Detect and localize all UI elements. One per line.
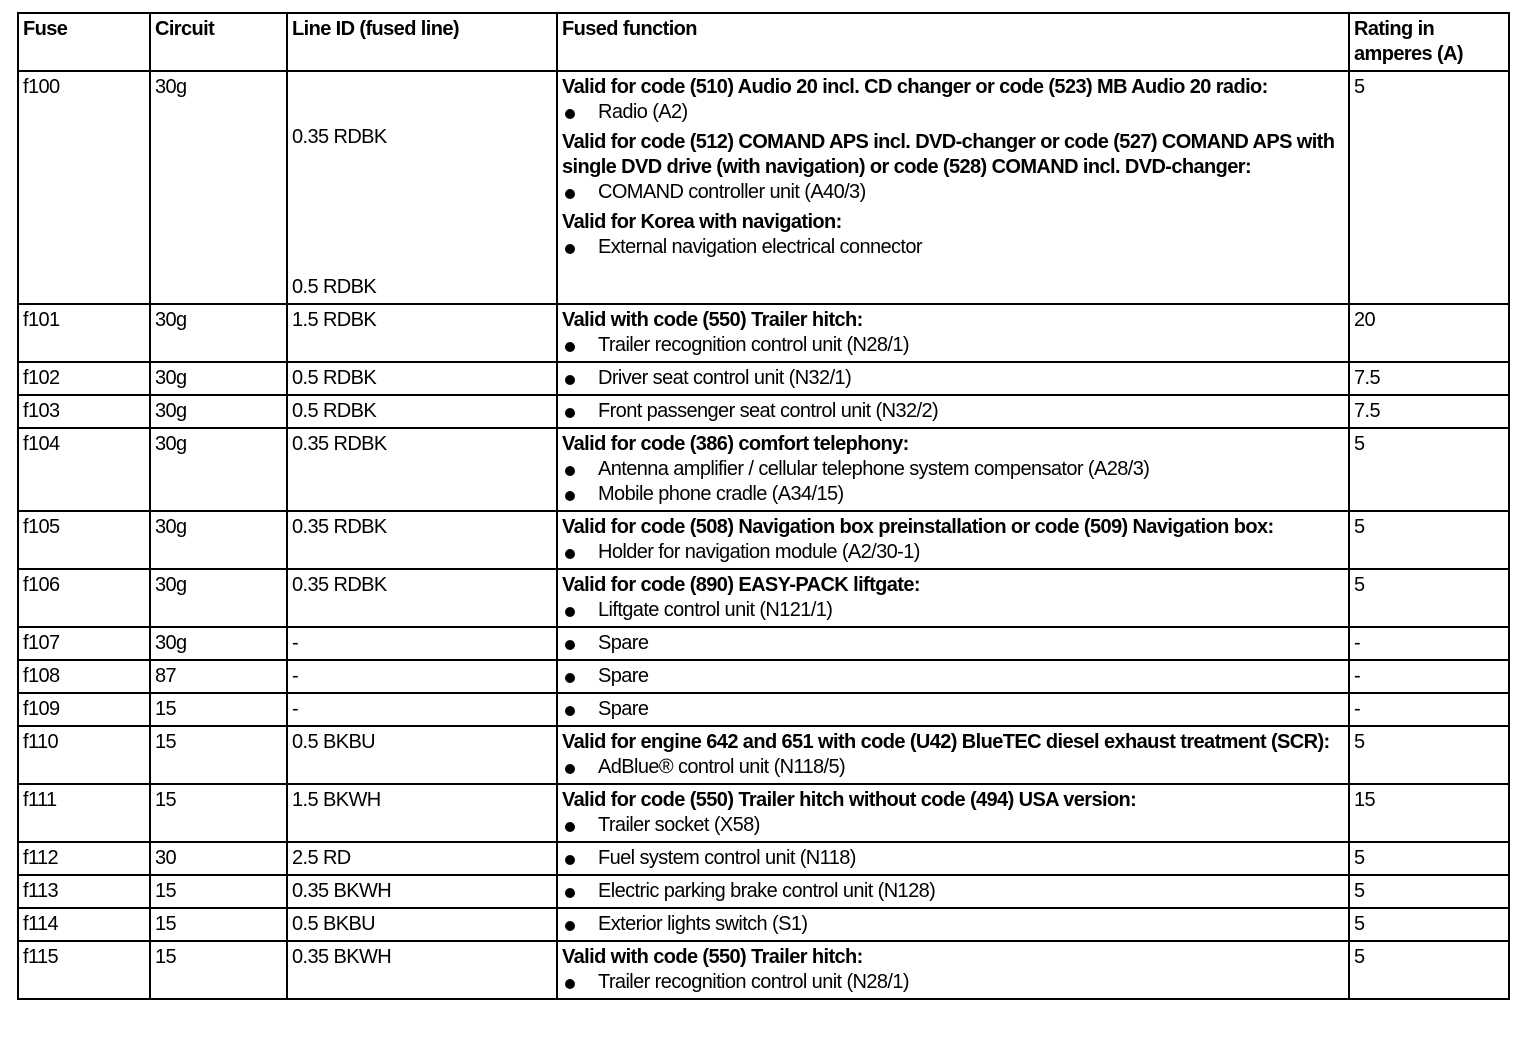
bullet-icon [565, 342, 575, 352]
bullet-text: Exterior lights switch (S1) [598, 913, 808, 935]
bullet-text: COMAND controller unit (A40/3) [598, 181, 866, 203]
rating-cell: 20 [1349, 304, 1509, 362]
bullet-text: AdBlue® control unit (N118/5) [598, 756, 846, 778]
bullet-text: Radio (A2) [598, 101, 688, 123]
fuse-cell: f110 [18, 726, 150, 784]
bullet-item [562, 664, 1344, 689]
bullet-item [562, 631, 1344, 656]
line-id-cell [287, 693, 557, 726]
rating-cell: 5 [1349, 569, 1509, 627]
bullet-icon [565, 640, 575, 650]
table-row [18, 908, 1509, 941]
function-block [562, 210, 1344, 260]
function-heading: Valid for Korea with navigation: [562, 211, 842, 233]
function-heading: Valid for code (508) Navigation box preinstallation or code (509) Navigation box: [562, 516, 1274, 538]
line-id-cell [287, 511, 557, 569]
bullet-icon [565, 706, 575, 716]
function-block [562, 515, 1344, 565]
bullet-item [562, 912, 1344, 937]
rating-cell: 5 [1349, 428, 1509, 511]
fused-function-cell [557, 693, 1349, 726]
header-row [18, 13, 1509, 71]
bullet-text: Spare [598, 632, 649, 654]
line-id-cell [287, 569, 557, 627]
fuse-cell: f104 [18, 428, 150, 511]
bullet-icon [565, 888, 575, 898]
circuit-cell: 30g [150, 511, 287, 569]
line-id: 0.5 RDBK [292, 400, 377, 422]
bullet-item [562, 235, 1344, 260]
line-id: 0.35 RDBK [292, 126, 387, 148]
bullet-item [562, 970, 1344, 995]
fused-function-cell [557, 941, 1349, 999]
function-block [562, 631, 1344, 656]
bullet-text: External navigation electrical connector [598, 236, 922, 258]
function-block [562, 573, 1344, 623]
circuit-cell: 15 [150, 726, 287, 784]
header-circuit: Circuit [150, 13, 287, 71]
header-rating: Rating in amperes (A) [1349, 13, 1509, 71]
table-row [18, 569, 1509, 627]
rating-cell: 15 [1349, 784, 1509, 842]
line-id-cell [287, 908, 557, 941]
rating-cell: 7.5 [1349, 362, 1509, 395]
rating-cell: 5 [1349, 71, 1509, 304]
fused-function-cell [557, 908, 1349, 941]
bullet-text: Holder for navigation module (A2/30-1) [598, 541, 920, 563]
rating-cell: 5 [1349, 511, 1509, 569]
bullet-item [562, 366, 1344, 391]
fuse-cell: f101 [18, 304, 150, 362]
header-line-id: Line ID (fused line) [287, 13, 557, 71]
bullet-text: Fuel system control unit (N118) [598, 847, 856, 869]
bullet-icon [565, 855, 575, 865]
fused-function-cell [557, 362, 1349, 395]
line-id: - [292, 632, 299, 654]
header-fuse: Fuse [18, 13, 150, 71]
table-row [18, 511, 1509, 569]
bullet-text: Trailer recognition control unit (N28/1) [598, 971, 909, 993]
rating-cell: 5 [1349, 726, 1509, 784]
fuse-cell: f109 [18, 693, 150, 726]
bullet-icon [565, 375, 575, 385]
circuit-cell: 30g [150, 362, 287, 395]
fused-function-cell [557, 395, 1349, 428]
circuit-cell: 15 [150, 941, 287, 999]
bullet-item [562, 697, 1344, 722]
bullet-item [562, 100, 1344, 125]
bullet-icon [565, 979, 575, 989]
circuit-cell: 30 [150, 842, 287, 875]
fuse-cell: f103 [18, 395, 150, 428]
bullet-icon [565, 466, 575, 476]
function-block [562, 432, 1344, 507]
fuse-cell: f108 [18, 660, 150, 693]
table-row [18, 71, 1509, 304]
bullet-text: Electric parking brake control unit (N128) [598, 880, 936, 902]
bullet-item [562, 879, 1344, 904]
fuse-cell: f112 [18, 842, 150, 875]
fuse-cell: f115 [18, 941, 150, 999]
rating-cell: - [1349, 693, 1509, 726]
function-block [562, 846, 1344, 871]
rating-cell: - [1349, 627, 1509, 660]
circuit-cell: 15 [150, 875, 287, 908]
fused-function-cell [557, 784, 1349, 842]
table-row [18, 941, 1509, 999]
circuit-cell: 30g [150, 627, 287, 660]
line-id: 0.5 RDBK [292, 276, 377, 298]
bullet-icon [565, 921, 575, 931]
line-id-cell [287, 660, 557, 693]
circuit-cell: 30g [150, 395, 287, 428]
rating-cell: 5 [1349, 842, 1509, 875]
line-id: 0.5 BKBU [292, 731, 376, 753]
line-id-cell [287, 395, 557, 428]
table-row [18, 395, 1509, 428]
line-id-cell [287, 842, 557, 875]
table-row [18, 660, 1509, 693]
rating-cell: 5 [1349, 941, 1509, 999]
fused-function-cell [557, 627, 1349, 660]
rating-cell: - [1349, 660, 1509, 693]
bullet-text: Trailer recognition control unit (N28/1) [598, 334, 909, 356]
line-id: 0.35 RDBK [292, 433, 387, 455]
fuse-cell: f106 [18, 569, 150, 627]
function-heading: Valid for code (550) Trailer hitch without code (494) USA version: [562, 789, 1137, 811]
line-id: 1.5 BKWH [292, 789, 381, 811]
bullet-icon [565, 673, 575, 683]
bullet-item [562, 598, 1344, 623]
line-id: - [292, 698, 299, 720]
bullet-text: Spare [598, 698, 649, 720]
bullet-icon [565, 244, 575, 254]
bullet-item [562, 333, 1344, 358]
circuit-cell: 87 [150, 660, 287, 693]
fuse-cell: f107 [18, 627, 150, 660]
header-fused-function: Fused function [557, 13, 1349, 71]
rating-cell: 7.5 [1349, 395, 1509, 428]
function-block [562, 879, 1344, 904]
line-id-cell [287, 304, 557, 362]
circuit-cell: 30g [150, 71, 287, 304]
line-id-cell [287, 784, 557, 842]
circuit-cell: 30g [150, 304, 287, 362]
line-id: 0.35 BKWH [292, 946, 392, 968]
bullet-icon [565, 109, 575, 119]
line-id: 0.5 RDBK [292, 367, 377, 389]
table-row [18, 362, 1509, 395]
fused-function-cell [557, 428, 1349, 511]
line-id: 2.5 RD [292, 847, 351, 869]
bullet-item [562, 755, 1344, 780]
table-row [18, 428, 1509, 511]
table-row [18, 784, 1509, 842]
bullet-text: Mobile phone cradle (A34/15) [598, 483, 844, 505]
fuse-cell: f102 [18, 362, 150, 395]
table-row [18, 627, 1509, 660]
circuit-cell: 15 [150, 784, 287, 842]
bullet-text: Trailer socket (X58) [598, 814, 760, 836]
circuit-cell: 30g [150, 569, 287, 627]
line-id-cell [287, 875, 557, 908]
bullet-text: Front passenger seat control unit (N32/2) [598, 400, 939, 422]
function-block [562, 308, 1344, 358]
bullet-text: Antenna amplifier / cellular telephone system compensator (A28/3) [598, 458, 1150, 480]
bullet-icon [565, 408, 575, 418]
fuse-table [17, 12, 1510, 1000]
line-id: 1.5 RDBK [292, 309, 377, 331]
line-id: 0.35 RDBK [292, 516, 387, 538]
function-block [562, 366, 1344, 391]
function-heading: Valid for code (510) Audio 20 incl. CD changer or code (523) MB Audio 20 radio: [562, 76, 1268, 98]
line-id: 0.35 RDBK [292, 574, 387, 596]
bullet-icon [565, 607, 575, 617]
bullet-icon [565, 491, 575, 501]
line-id: 0.5 BKBU [292, 913, 376, 935]
bullet-text: Driver seat control unit (N32/1) [598, 367, 852, 389]
bullet-icon [565, 549, 575, 559]
fused-function-cell [557, 569, 1349, 627]
bullet-item [562, 540, 1344, 565]
bullet-icon [565, 764, 575, 774]
line-id-cell [287, 941, 557, 999]
table-row [18, 304, 1509, 362]
table-row [18, 693, 1509, 726]
bullet-icon [565, 822, 575, 832]
function-heading: Valid for engine 642 and 651 with code (U42) BlueTEC diesel exhaust treatment (SCR): [562, 731, 1330, 753]
circuit-cell: 15 [150, 693, 287, 726]
function-block [562, 912, 1344, 937]
bullet-item [562, 399, 1344, 424]
bullet-icon [565, 189, 575, 199]
table-row [18, 726, 1509, 784]
function-block [562, 730, 1344, 780]
line-id: - [292, 665, 299, 687]
line-id-cell [287, 71, 557, 304]
function-block [562, 788, 1344, 838]
function-block [562, 945, 1344, 995]
rating-cell: 5 [1349, 875, 1509, 908]
function-heading: Valid for code (386) comfort telephony: [562, 433, 909, 455]
circuit-cell: 15 [150, 908, 287, 941]
function-heading: Valid for code (890) EASY-PACK liftgate: [562, 574, 920, 596]
line-id-cell [287, 726, 557, 784]
fuse-cell: f114 [18, 908, 150, 941]
bullet-item [562, 482, 1344, 507]
line-id-cell [287, 428, 557, 511]
fused-function-cell [557, 842, 1349, 875]
function-block [562, 75, 1344, 125]
function-heading: Valid with code (550) Trailer hitch: [562, 946, 863, 968]
rating-cell: 5 [1349, 908, 1509, 941]
fused-function-cell [557, 304, 1349, 362]
fused-function-cell [557, 71, 1349, 304]
fuse-cell: f113 [18, 875, 150, 908]
circuit-cell: 30g [150, 428, 287, 511]
function-heading: Valid with code (550) Trailer hitch: [562, 309, 863, 331]
function-block [562, 399, 1344, 424]
line-id-cell [287, 362, 557, 395]
bullet-item [562, 813, 1344, 838]
bullet-item [562, 180, 1344, 205]
fused-function-cell [557, 875, 1349, 908]
fuse-cell: f105 [18, 511, 150, 569]
fuse-cell: f100 [18, 71, 150, 304]
fused-function-cell [557, 660, 1349, 693]
function-block [562, 697, 1344, 722]
table-row [18, 875, 1509, 908]
fuse-cell: f111 [18, 784, 150, 842]
table-row [18, 842, 1509, 875]
function-block [562, 130, 1344, 205]
function-block [562, 664, 1344, 689]
fused-function-cell [557, 726, 1349, 784]
bullet-item [562, 846, 1344, 871]
line-id: 0.35 BKWH [292, 880, 392, 902]
bullet-text: Liftgate control unit (N121/1) [598, 599, 833, 621]
fused-function-cell [557, 511, 1349, 569]
fuse-table-body [18, 71, 1509, 999]
function-heading: Valid for code (512) COMAND APS incl. DVD-changer or code (527) COMAND APS with single DVD drive (with navigation) or code (528) COMAND incl. DVD-changer: [562, 131, 1335, 178]
line-id-cell [287, 627, 557, 660]
bullet-text: Spare [598, 665, 649, 687]
bullet-item [562, 457, 1344, 482]
